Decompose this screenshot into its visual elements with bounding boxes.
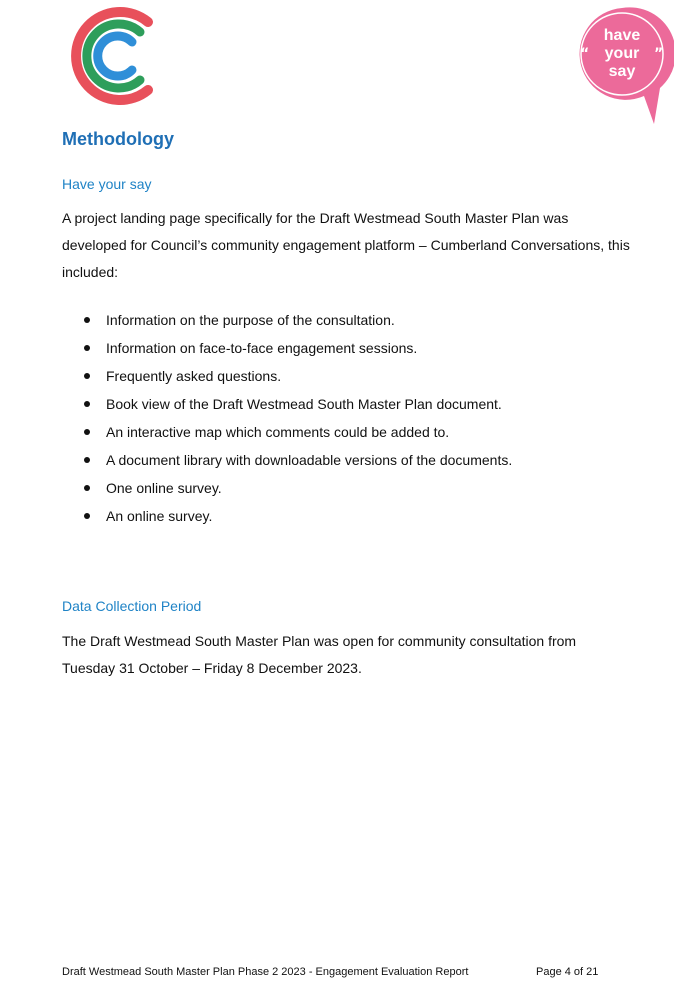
bullet-icon (84, 457, 90, 463)
list-item: One online survey. (62, 474, 642, 502)
page-heading: Methodology (62, 129, 174, 149)
list-item: Frequently asked questions. (62, 362, 642, 390)
footer-title: Draft Westmead South Master Plan Phase 2 2023 - Engagement Evaluation Report (62, 966, 469, 978)
svg-text:“: “ (580, 46, 590, 62)
section-title-data-collection: Data Collection Period (62, 598, 202, 614)
section-body-have-your-say: A project landing page specifically for the Draft Westmead South Master Plan was developed for Council’s community engagement platform – Cumberland Conversations, this included: (62, 210, 630, 280)
section-title-have-your-say: Have your say (62, 176, 152, 192)
list-item: An interactive map which comments could be added to. (62, 418, 642, 446)
have-your-say-logo-icon (572, 4, 674, 128)
bullet-icon (84, 485, 90, 491)
list-item: Information on face-to-face engagement sessions. (62, 334, 642, 362)
logo-word-say: say (608, 63, 636, 80)
bullet-icon (84, 513, 90, 519)
list-item: Information on the purpose of the consultation. (62, 306, 642, 334)
feature-list (62, 306, 642, 530)
logo-word-have: have (603, 27, 641, 44)
page-number: Page 4 of 21 (536, 966, 599, 978)
page-footer (62, 966, 622, 978)
list-item: A document library with downloadable versions of the documents. (62, 446, 642, 474)
section-body-data-collection: The Draft Westmead South Master Plan was open for community consultation from Tuesday 31 October – Friday 8 December 2023. (62, 633, 577, 676)
bullet-icon (84, 429, 90, 435)
bullet-icon (84, 373, 90, 379)
list-item: Book view of the Draft Westmead South Master Plan document. (62, 390, 642, 418)
svg-text:”: ” (654, 46, 664, 62)
council-logo-icon (62, 4, 162, 108)
logo-word-your: your (604, 45, 640, 62)
bullet-icon (84, 401, 90, 407)
bullet-icon (84, 345, 90, 351)
bullet-icon (84, 317, 90, 323)
list-item: An online survey. (62, 502, 642, 530)
